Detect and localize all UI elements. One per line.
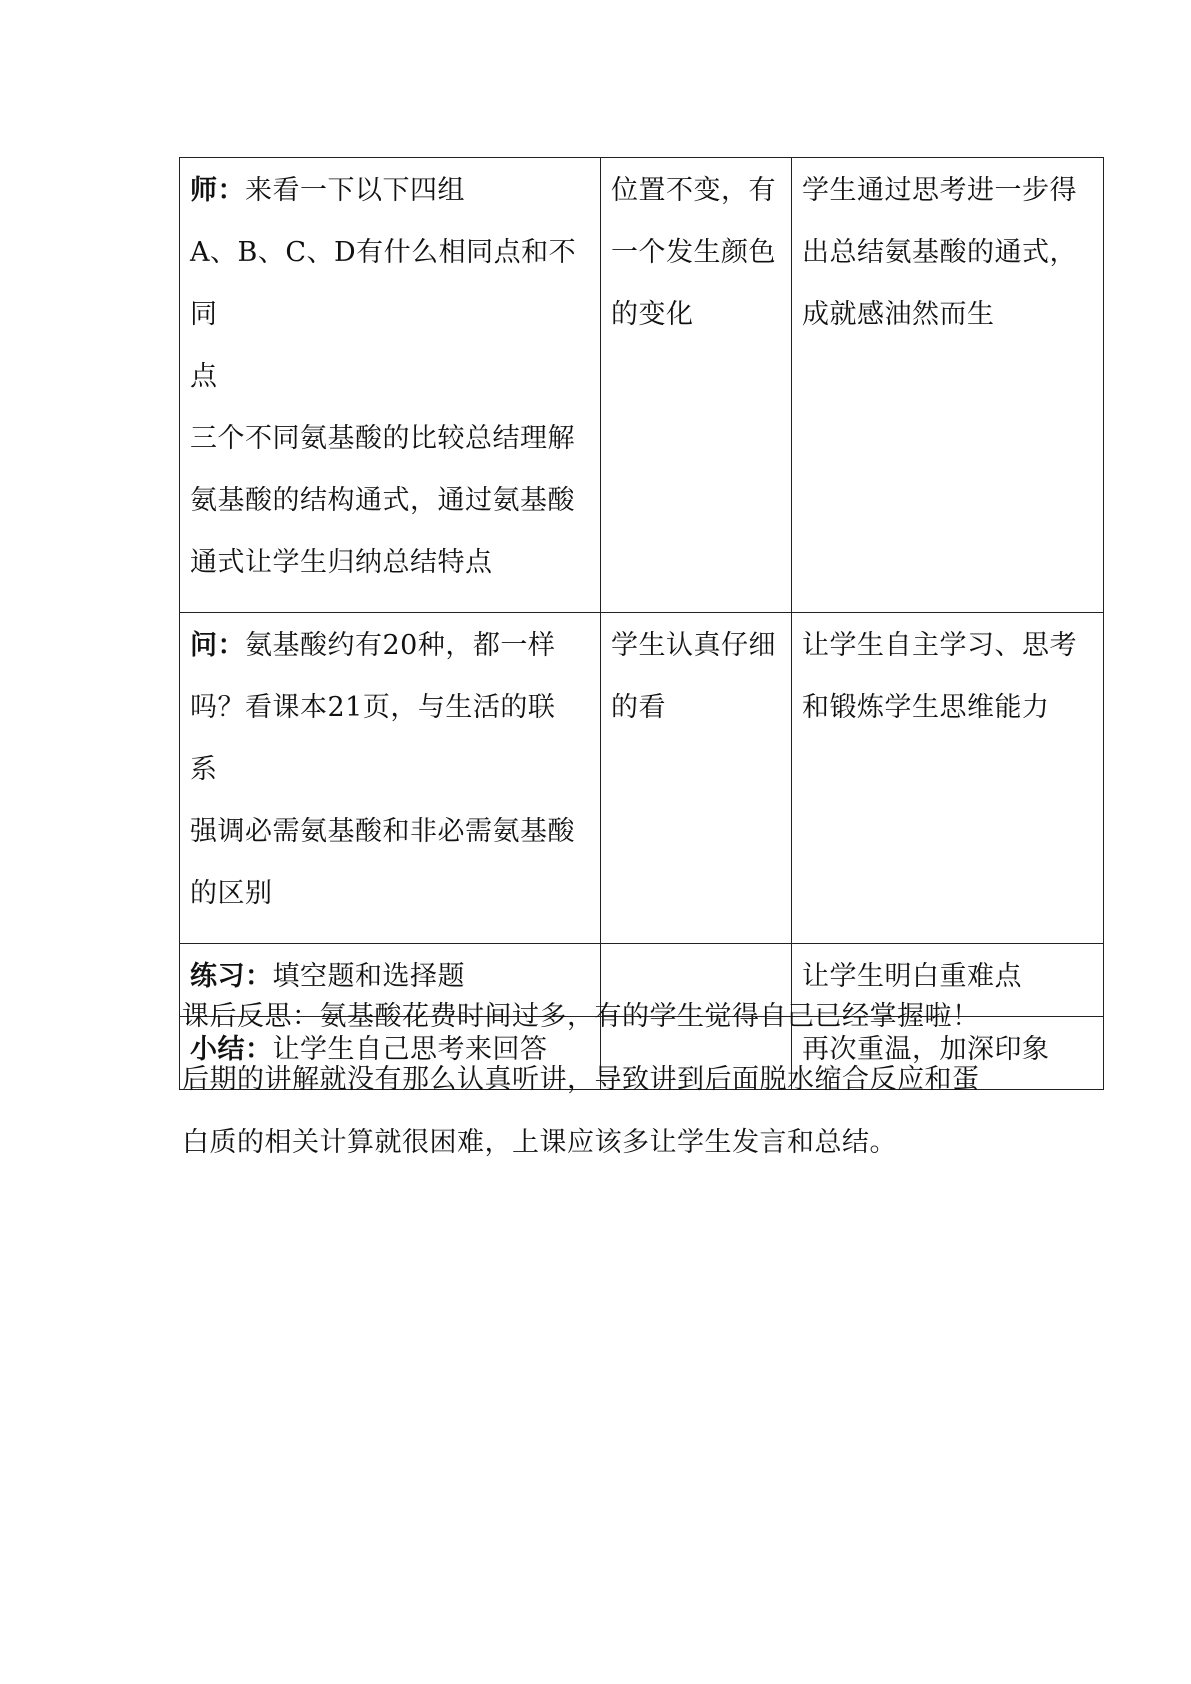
row-lead-label: 问：: [190, 630, 245, 661]
cell-line: 点: [190, 361, 218, 392]
cell-line: 问：氨基酸约有20种，都一样: [190, 630, 556, 661]
reflection-line: 白质的相关计算就很困难，上课应该多让学生发言和总结。: [182, 1127, 897, 1158]
design-intent-cell: [792, 158, 1104, 613]
teacher-activity-cell: [180, 613, 601, 944]
row-lead-label: 师：: [190, 175, 245, 206]
cell-line: 通式让学生归纳总结特点: [190, 547, 493, 578]
cell-line: 强调必需氨基酸和非必需氨基酸: [190, 816, 575, 847]
row-lead-label: 练习：: [190, 961, 273, 992]
cell-line: 的区别: [190, 878, 273, 909]
cell-line: 再次重温，加深印象: [802, 1034, 1050, 1065]
reflection-line: 课后反思：氨基酸花费时间过多，有的学生觉得自己已经掌握啦！: [182, 1001, 980, 1032]
cell-line: 氨基酸的结构通式，通过氨基酸: [190, 485, 575, 516]
table-row: [180, 158, 1104, 613]
cell-line: 让学生明白重难点: [802, 961, 1022, 992]
row-lead-label: 小结：: [190, 1034, 273, 1065]
cell-line: A、B、C、D有什么相同点和不同: [190, 237, 577, 330]
cell-line: 三个不同氨基酸的比较总结理解: [190, 423, 575, 454]
lesson-plan-table: [179, 157, 1104, 1090]
table-row: [180, 613, 1104, 944]
teacher-activity-cell: [180, 158, 601, 613]
cell-line: 学生认真仔细: [611, 630, 776, 661]
cell-line: 一个发生颜色: [611, 237, 776, 268]
cell-line: 和锻炼学生思维能力: [802, 692, 1050, 723]
cell-line: 学生通过思考进一步得: [802, 175, 1077, 206]
student-activity-cell: [601, 613, 792, 944]
cell-line: 吗？看课本21页，与生活的联: [190, 692, 556, 723]
cell-line: 出总结氨基酸的通式，: [802, 237, 1077, 268]
reflection-line: 后期的讲解就没有那么认真听讲，导致讲到后面脱水缩合反应和蛋: [182, 1064, 980, 1095]
student-activity-cell: [601, 158, 792, 613]
cell-line: 系: [190, 754, 218, 785]
cell-line: 练习：填空题和选择题: [190, 961, 465, 992]
cell-line: 小结：让学生自己思考来回答: [190, 1034, 548, 1065]
cell-line: 让学生自主学习、思考: [802, 630, 1077, 661]
cell-line: 的看: [611, 692, 666, 723]
design-intent-cell: [792, 613, 1104, 944]
cell-line: 位置不变，有: [611, 175, 776, 206]
cell-line: 的变化: [611, 299, 694, 330]
cell-line: 师：来看一下以下四组: [190, 175, 465, 206]
cell-line: 成就感油然而生: [802, 299, 995, 330]
post-class-reflection: [182, 985, 1082, 1174]
